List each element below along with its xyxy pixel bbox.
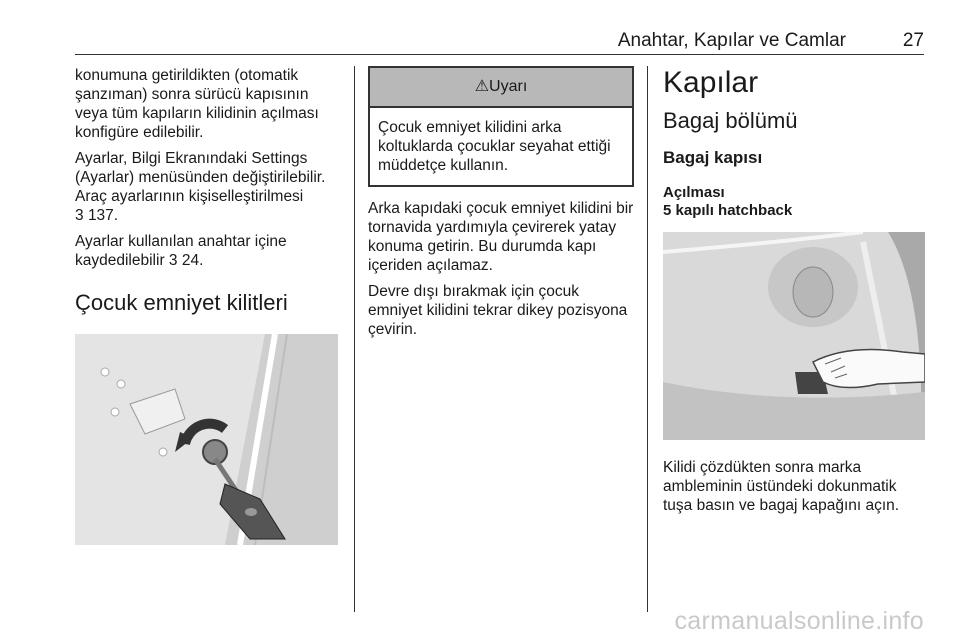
warning-header [370,68,632,108]
column-divider-right [647,66,648,612]
paragraph-settings: Ayarlar, Bilgi Ekranındaki Settings (Ayarlar) menüsünden değiştirilebilir. Araç ayarlarının kişiselleştirilmesi 3 137. [75,150,326,224]
page-ref: 24. [181,252,204,269]
chapter-title: Kapılar [663,66,759,99]
child-lock-illustration [75,334,338,545]
paragraph-open-tailgate: Kilidi çözdükten sonra marka ambleminin üstündeki dokunmatik tuşa basın ve bagaj kapağını açın. [663,459,900,514]
section-title-child-locks: Çocuk emniyet kilitleri [75,290,288,315]
paragraph-engage-lock: Arka kapıdaki çocuk emniyet kilidini bir tornavida yardımıyla çevirerek yatay konuma getirin. Bu durumda kapı içeriden açılamaz. [368,200,634,274]
warning-text: Çocuk emniyet kilidini arka koltuklarda çocuklar seyahat ettiği müddetçe kullanın. [378,119,611,174]
subsection-title: Bagaj kapısı [663,148,763,167]
warning-title: Uyarı [489,78,528,95]
column-1 [75,66,345,545]
paragraph-unlock-config: konumuna getirildikten (otomatik şanzıman) sonra sürücü kapısının veya tüm kapıların kilidinin açılması konfigüre edilebilir. [75,67,319,141]
arrow-ref-icon: 3 [168,252,178,269]
paragraph-disengage-lock: Devre dışı bırakmak için çocuk emniyet kilidini tekrar dikey pozisyona çevirin. [368,283,628,338]
arrow-ref-icon: 3 [75,207,84,224]
paragraph-key-storage: Ayarlar kullanılan anahtar içine kaydedilebilir 3 24. [75,233,287,269]
warning-box [368,66,634,187]
warning-triangle-icon: ⚠ [474,78,490,95]
column-3 [663,66,925,522]
page-number: 27 [902,30,924,51]
column-divider-left [354,66,355,612]
page-ref: 137. [87,207,119,224]
section-title: Bagaj bölümü [663,108,798,133]
label-hatchback: 5 kapılı hatchback [663,202,793,219]
tailgate-illustration [663,232,925,440]
watermark: carmanualsonline.info [674,607,924,635]
header-rule [75,54,924,55]
header-title: Anahtar, Kapılar ve Camlar [617,30,846,51]
label-opening: Açılması [663,184,725,201]
column-2 [368,66,634,346]
